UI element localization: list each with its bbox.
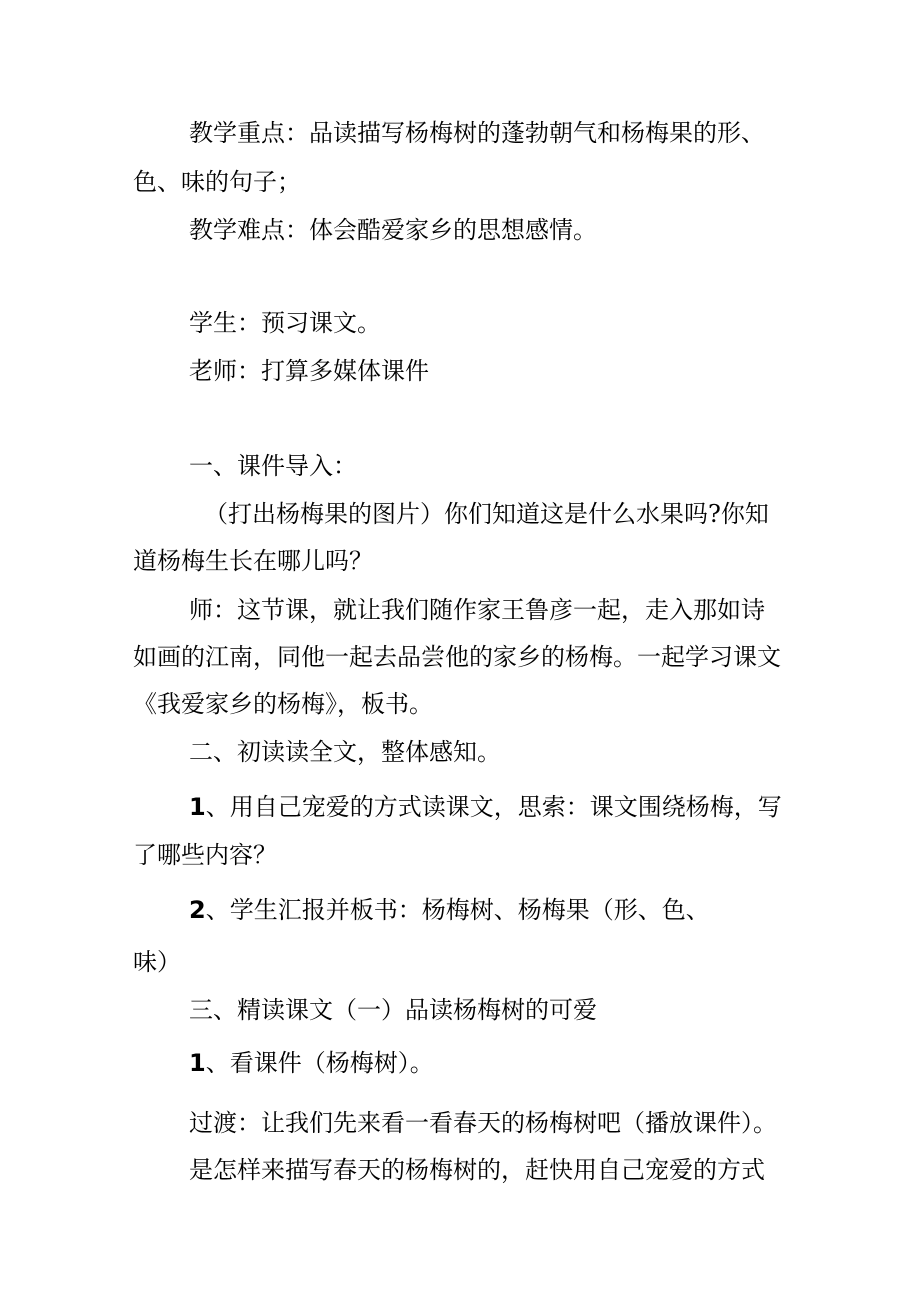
section-1-teacher-line-1: 师：这节课，就让我们随作家王鲁彦一起，走入那如诗 bbox=[189, 596, 765, 624]
key-points-line-2: 色、味的句子； bbox=[133, 168, 301, 196]
item-text: 、学生汇报并板书：杨梅树、杨梅果（形、色、 bbox=[205, 896, 710, 924]
item-text: 、看课件（杨梅树）。 bbox=[205, 1049, 434, 1077]
item-number: 1 bbox=[189, 793, 206, 821]
section-1-teacher-line-3: 《我爱家乡的杨梅》，板书。 bbox=[133, 690, 433, 718]
item-number: 2 bbox=[189, 896, 206, 924]
section-3-transition-line-2: 是怎样来描写春天的杨梅树的，赶快用自己宠爱的方式 bbox=[189, 1156, 765, 1184]
item-number: 1 bbox=[189, 1049, 206, 1077]
section-2-heading: 二、初读读全文，整体感知。 bbox=[189, 738, 501, 766]
section-2-item-1-line-2: 了哪些内容？ bbox=[133, 841, 277, 869]
section-1-teacher-line-2: 如画的江南，同他一起去品尝他的家乡的杨梅。一起学习课文 bbox=[133, 643, 781, 671]
key-points-line-1: 教学重点：品读描写杨梅树的蓬勃朝气和杨梅果的形、 bbox=[189, 119, 765, 147]
section-1-heading: 一、课件导入： bbox=[189, 452, 357, 480]
section-2-item-2-line-2: 味） bbox=[133, 948, 181, 976]
section-1-intro-line-1: （打出杨梅果的图片）你们知道这是什么水果吗?你知 bbox=[204, 500, 769, 528]
section-3-item-1 bbox=[189, 1048, 434, 1078]
section-3-heading: 三、精读课文（一）品读杨梅树的可爱 bbox=[189, 996, 597, 1024]
section-2-item-1-line-1 bbox=[189, 792, 782, 822]
section-3-transition-line-1: 过渡：让我们先来看一看春天的杨梅树吧（播放课件）。 bbox=[189, 1109, 777, 1137]
prep-students: 学生：预习课文。 bbox=[189, 309, 381, 337]
difficulty-line: 教学难点：体会酷爱家乡的思想感情。 bbox=[189, 216, 597, 244]
section-1-intro-line-2: 道杨梅生长在哪儿吗？ bbox=[133, 547, 373, 575]
prep-teacher: 老师：打算多媒体课件 bbox=[189, 357, 429, 385]
item-text: 、用自己宠爱的方式读课文，思索：课文围绕杨梅，写 bbox=[205, 793, 782, 821]
section-2-item-2-line-1 bbox=[189, 895, 710, 925]
